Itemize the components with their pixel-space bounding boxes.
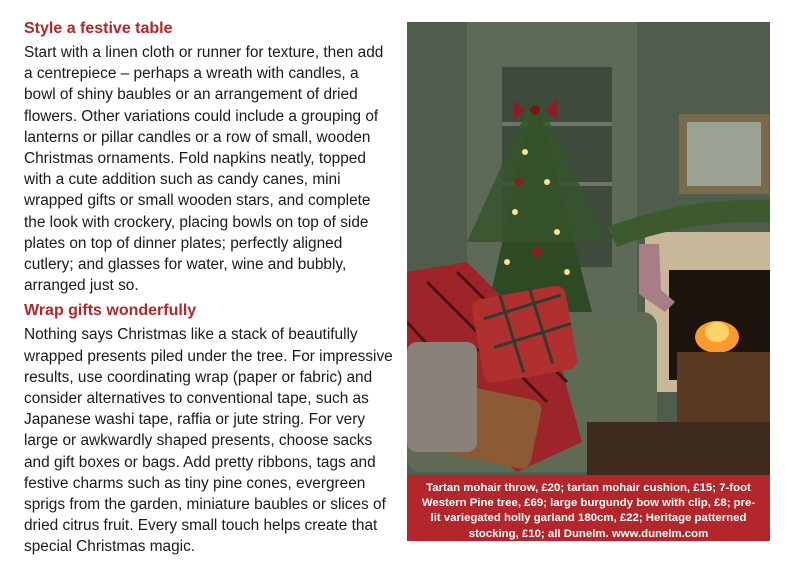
christmas-living-room-photo xyxy=(407,22,770,541)
section-body-festive-table: Start with a linen cloth or runner for texture, then add a centrepiece – perhaps a wreath with candles, a bowl of shiny baubles or an arrangement of dried flowers. Other variations could include a grouping of lanterns or pillar candles or a row of small, wooden Christmas ornaments. Fold napkins neatly, topped with a cute addition such as candy canes, mini wrapped gifts or small wooden stars, and complete the look with crockery, placing bowls on top of side plates on top of dinner plates; perfectly aligned cutlery; and glasses for water, wine and bubbly, arranged just so. xyxy=(24,44,384,295)
section-heading-wrap-gifts: Wrap gifts wonderfully xyxy=(24,302,197,320)
article-text-column xyxy=(24,20,394,564)
section-body-wrap-gifts: Nothing says Christmas like a stack of beautifully wrapped presents piled under the tree. For impressive results, use coordinating wrap (paper or fabric) and consider alternatives to conventional tape, such as Japanese washi tape, raffia or jute string. For very large or awkwardly shaped presents, choose sacks and gift boxes or bags. Add pretty ribbons, tags and festive charms such as tiny pine cones, evergreen sprigs from the garden, miniature baubles or slices of dried citrus fruit. Every small touch helps create that special Christmas magic. xyxy=(24,326,393,556)
photo-caption: Tartan mohair throw, £20; tartan mohair cushion, £15; 7-foot Western Pine tree, £69; large burgundy bow with clip, £8; pre-lit variegated holly garland 180cm, £22; Heritage patterned stocking, £10; all Dunelm. www.dunelm.com xyxy=(407,475,770,541)
photo-illustration xyxy=(407,22,770,541)
section-heading-festive-table: Style a festive table xyxy=(24,20,173,37)
